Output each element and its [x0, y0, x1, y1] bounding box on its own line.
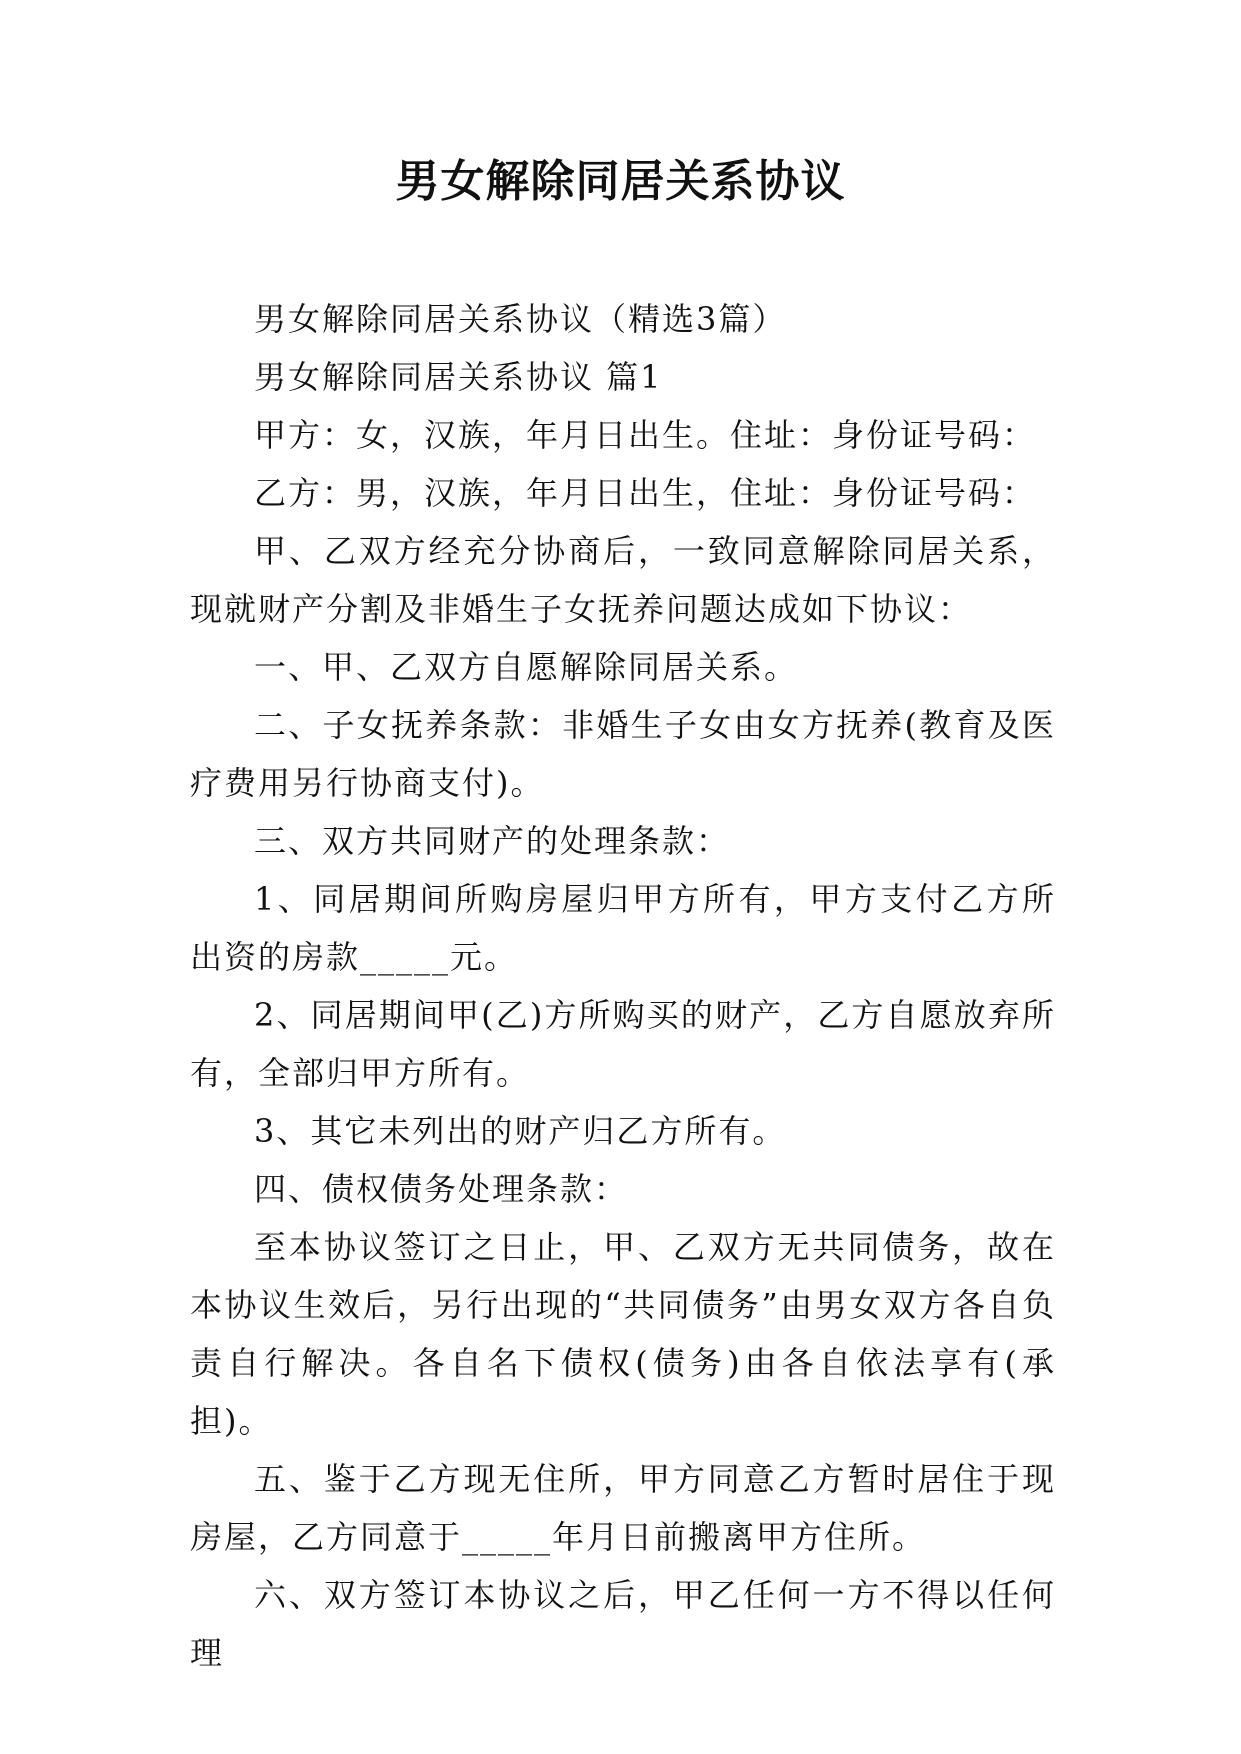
document-body — [190, 290, 1056, 1682]
paragraph-clause-4-detail: 至本协议签订之日止，甲、乙双方无共同债务，故在本协议生效后，另行出现的“共同债务”由男女双方各自负责自行解决。各自名下债权(债务)由各自依法享有(承担)。 — [190, 1228, 1056, 1440]
paragraph-clause-1: 一、甲、乙双方自愿解除同居关系。 — [254, 648, 799, 686]
paragraph-preamble: 甲、乙双方经充分协商后，一致同意解除同居关系，现就财产分割及非婚生子女抚养问题达成如下协议： — [190, 532, 1056, 628]
document-title: 男女解除同居关系协议 — [395, 156, 846, 207]
paragraph-party-b: 乙方：男，汉族，年月日出生，住址：身份证号码： — [254, 474, 1037, 512]
paragraph-clause-3: 三、双方共同财产的处理条款： — [254, 822, 731, 860]
paragraph-party-a: 甲方：女，汉族，年月日出生。住址：身份证号码： — [254, 416, 1037, 454]
paragraph-clause-5: 五、鉴于乙方现无住所，甲方同意乙方暂时居住于现房屋，乙方同意于_____年月日前搬离甲方住所。 — [190, 1460, 1056, 1556]
paragraph-clause-3-3: 3、其它未列出的财产归乙方所有。 — [254, 1112, 787, 1150]
paragraph-clause-6: 六、双方签订本协议之后，甲乙任何一方不得以任何理 — [190, 1576, 1056, 1672]
paragraph-subtitle: 男女解除同居关系协议（精选3篇） — [254, 300, 787, 338]
paragraph-clause-2: 二、子女抚养条款：非婚生子女由女方抚养(教育及医疗费用另行协商支付)。 — [190, 706, 1056, 802]
paragraph-section-heading: 男女解除同居关系协议 篇1 — [254, 358, 663, 396]
paragraph-clause-4: 四、债权债务处理条款： — [254, 1170, 629, 1208]
paragraph-clause-3-2: 2、同居期间甲(乙)方所购买的财产，乙方自愿放弃所有，全部归甲方所有。 — [190, 996, 1056, 1092]
paragraph-clause-3-1: 1、同居期间所购房屋归甲方所有，甲方支付乙方所出资的房款_____元。 — [190, 880, 1056, 976]
